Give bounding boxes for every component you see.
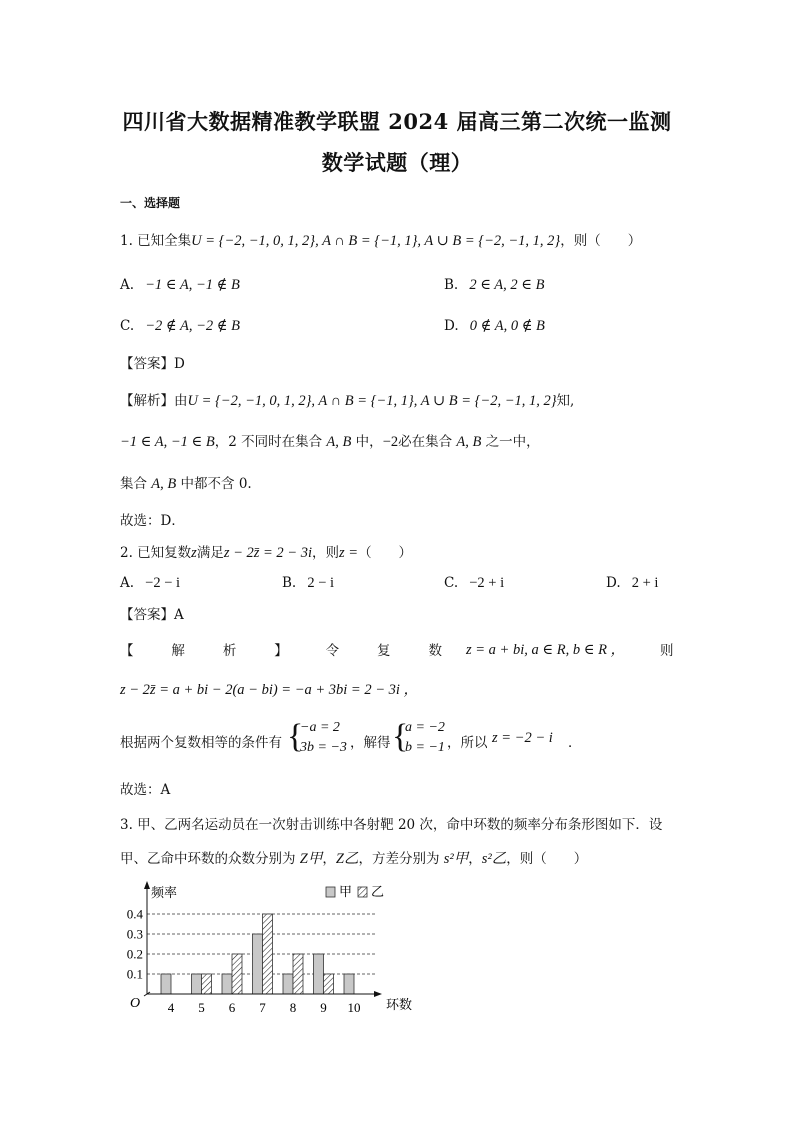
q2-mid2: ，则 [312, 545, 339, 561]
q2-equation: z − 2z̄ = 2 − 3i [223, 545, 312, 561]
q1-option-b [444, 274, 544, 294]
y-tick-label: 0.3 [126, 926, 143, 942]
q1-explanation-line1 [120, 389, 574, 410]
q2-mid: 满足 [196, 545, 224, 561]
q1-exp-l2-text1: ，2 不同时在集合 [214, 434, 327, 450]
q3-l2-suffix: ，则（ ） [506, 851, 588, 867]
q1-exp-l3-text2: 中都不含 0. [176, 476, 252, 492]
q2-exp-l3-text4: ． [568, 735, 582, 751]
q3-var-jia: s²甲 [443, 851, 469, 867]
x-tick-label: 8 [289, 1000, 297, 1015]
q1-option-c-text: −2 ∉ A, −2 ∉ B [145, 318, 240, 334]
q2-explanation-line2: z − 2z̄ = a + bi − 2(a − bi) = −a + 3bi = 2 − 3i ， [120, 682, 419, 698]
q1-exp-math: U = {−2, −1, 0, 1, 2}, A ∩ B = {−1, 1}, A ∪ B = {−2, −1, 1, 2} [187, 393, 557, 409]
q2-answer: 【答案】A [120, 607, 184, 623]
bar-jia [283, 974, 293, 994]
q1-option-c-label: C. [120, 318, 135, 334]
page-subtitle: 数学试题（理） [321, 150, 473, 175]
bar-jia [314, 954, 324, 994]
q1-exp-l3-text1: 集合 [120, 476, 152, 492]
q2-exp-l3-text2: ，解得 [350, 735, 391, 751]
q2-option-b [282, 572, 334, 592]
q1-option-a-label: A. [120, 277, 135, 293]
q1-explanation-line3 [120, 472, 252, 493]
x-tick-label: 9 [320, 1000, 327, 1015]
y-axis-arrow-icon [144, 881, 150, 889]
q2-option-a [120, 572, 180, 592]
x-tick-label: 10 [347, 1000, 361, 1015]
q2-exp-l3-math: z = −2 − i [492, 730, 553, 746]
q3-l2-text1: 甲、乙命中环数的众数分别为 [120, 851, 300, 867]
chart-legend [326, 884, 384, 899]
q2-exp-math: z = a + bi, a ∈ R, b ∈ R ， [466, 642, 626, 658]
page-title: 四川省大数据精准教学联盟 2024 届高三第二次统一监测 [122, 109, 672, 134]
q1-suffix: ，则（ ） [560, 233, 642, 249]
q1-conclusion: 故选：D． [120, 513, 185, 529]
y-tick-label: 0.4 [126, 906, 143, 922]
q2-option-b-text: 2 − i [307, 575, 335, 591]
bar-jia [344, 974, 354, 994]
system-1 [300, 718, 347, 758]
system-2-eq1: a = −2 [405, 720, 445, 735]
q1-exp-l2-math4: A, B [456, 434, 482, 450]
system-2 [405, 718, 445, 758]
q3-l2-comma: ， [322, 851, 336, 867]
question-3-stem-line2 [120, 847, 587, 868]
q1-option-d-text: 0 ∉ A, 0 ∉ B [469, 318, 545, 334]
q2-option-c-label: C. [444, 575, 459, 591]
section-heading: 一、选择题 [120, 196, 181, 210]
x-tick-label: 5 [198, 1000, 205, 1015]
q2-exp-word: 【 [120, 643, 134, 659]
frequency-bar-chart [110, 878, 430, 1020]
q2-option-a-label: A. [120, 575, 135, 591]
x-tick-label: 4 [167, 1000, 175, 1015]
q1-exp-l3-math: A, B [151, 476, 177, 492]
question-3-stem-line1: 3. 甲、乙两名运动员在一次射击训练中各射靶 20 次，命中环数的频率分布条形图如下．设 [120, 817, 663, 833]
q2-exp-l3-text1: 根据两个复数相等的条件有 [120, 735, 282, 751]
q2-conclusion: 故选：A [120, 782, 171, 798]
y-axis-label: 频率 [151, 885, 178, 900]
x-axis-label: 环数 [386, 997, 413, 1012]
q3-l2-comma2: ， [468, 851, 482, 867]
q1-prefix: 1. 已知全集 [120, 233, 192, 249]
q2-exp-word: 数 [428, 643, 442, 659]
origin-label: O [130, 996, 141, 1011]
bar-yi [293, 954, 303, 994]
q1-option-a [120, 274, 240, 294]
q1-exp-l2-math1: −1 ∈ A, −1 ∈ B [120, 434, 215, 450]
q2-exp-l3-text3: ，所以 [447, 735, 488, 751]
legend-swatch-jia [326, 887, 335, 897]
y-tick-label: 0.1 [126, 966, 143, 982]
q1-option-d-label: D. [444, 318, 459, 334]
question-2-stem [120, 541, 412, 562]
legend-swatch-yi [358, 887, 367, 897]
left-brace-icon: { [287, 718, 304, 755]
q2-option-d-label: D. [606, 575, 621, 591]
q1-answer: 【答案】D [120, 356, 185, 372]
q1-math: U = {−2, −1, 0, 1, 2}, A ∩ B = {−1, 1}, A ∪ B = {−2, −1, 1, 2} [191, 233, 561, 249]
q1-exp-l2-text3: 必在集合 [398, 434, 457, 450]
question-1-stem [120, 229, 641, 250]
q1-option-b-text: 2 ∈ A, 2 ∈ B [469, 277, 545, 293]
q2-prefix: 2. 已知复数 [120, 545, 192, 561]
bar-jia [161, 974, 171, 994]
q3-mode-jia: Z甲 [299, 851, 323, 867]
q1-exp-suffix: 知, [556, 393, 575, 409]
x-tick-label: 6 [228, 1000, 236, 1015]
q2-exp-word: 令 [325, 643, 340, 659]
q2-exp-word: 】 [274, 643, 288, 659]
q2-z: z [191, 545, 197, 561]
q1-exp-label: 【解析】由 [120, 393, 188, 409]
system-1-eq2: 3b = −3 [300, 740, 347, 755]
q2-exp-word: 复 [377, 643, 391, 659]
legend-label-yi: 乙 [371, 884, 385, 899]
q2-option-a-text: −2 − i [145, 575, 181, 591]
x-tick-label: 7 [259, 1000, 266, 1015]
q1-option-d [444, 315, 545, 335]
q2-option-d [606, 572, 658, 592]
bar-yi [202, 974, 212, 994]
q2-suffix: （ ） [358, 545, 413, 561]
q1-option-a-text: −1 ∈ A, −1 ∉ B [145, 277, 240, 293]
q3-var-yi: s²乙 [481, 851, 507, 867]
q3-mode-yi: Z乙 [335, 851, 359, 867]
q2-option-d-text: 2 + i [631, 575, 659, 591]
bar-jia [222, 974, 232, 994]
bar-yi [263, 914, 273, 994]
q1-option-c [120, 315, 240, 335]
q1-exp-l2-math2: A, B [326, 434, 352, 450]
system-1-eq1: −a = 2 [300, 720, 340, 735]
q2-exp-then: 则 [660, 643, 674, 659]
system-2-eq2: b = −1 [405, 740, 445, 755]
q1-exp-l2-math3: −2 [382, 434, 399, 450]
legend-label-jia: 甲 [339, 884, 353, 899]
q2-option-c [444, 572, 504, 592]
y-tick-label: 0.2 [126, 946, 143, 962]
x-axis-arrow-icon [374, 991, 382, 997]
bar-jia [192, 974, 202, 994]
q1-option-b-label: B. [444, 277, 459, 293]
bar-yi [324, 974, 334, 994]
q3-l2-text2: ，方差分别为 [358, 851, 444, 867]
q2-option-b-label: B. [282, 575, 297, 591]
q1-exp-l2-text2: 中， [351, 434, 383, 450]
q1-exp-l2-text4: 之一中， [481, 434, 540, 450]
q2-exp-word: 析 [222, 643, 237, 659]
q2-z2: z = [339, 545, 359, 561]
bar-yi [232, 954, 242, 994]
q2-exp-word: 解 [171, 643, 185, 659]
bar-jia [253, 934, 263, 994]
q2-option-c-text: −2 + i [469, 575, 505, 591]
q1-explanation-line2 [120, 430, 540, 451]
left-brace-icon: { [392, 718, 409, 755]
